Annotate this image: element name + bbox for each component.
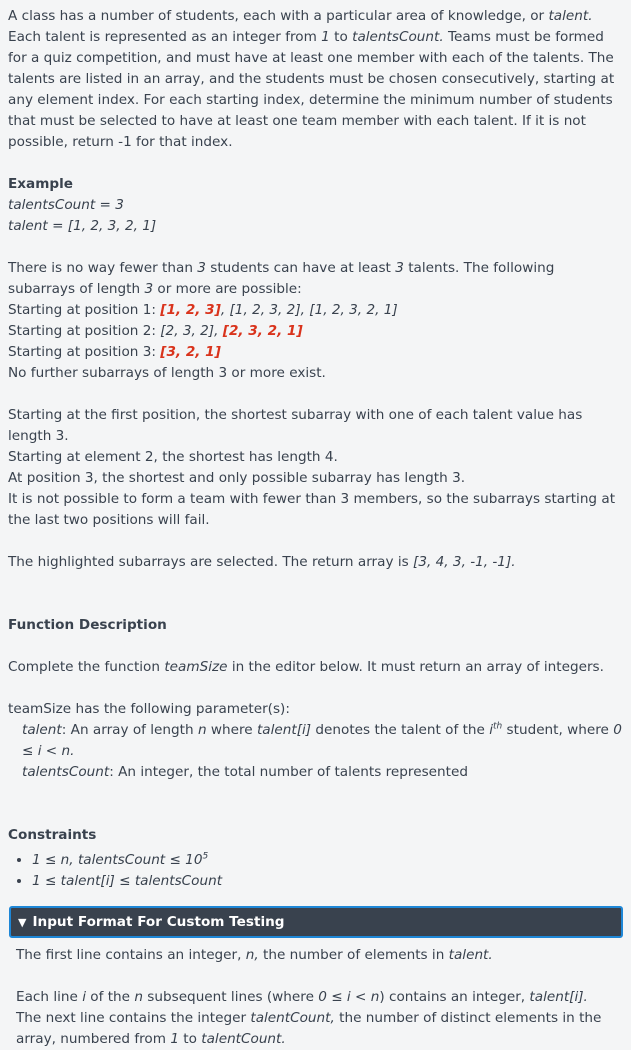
explanation-line-1: Starting at the first position, the shortest subarray with one of each talent value has length 3. (8, 407, 583, 444)
no-more-subarrays: No further subarrays of length 3 or more exist. (8, 365, 326, 381)
result-line: The highlighted subarrays are selected. The return array is [3, 4, 3, -1, -1]. (8, 554, 516, 570)
constraint-item: • 1 ≤ n, talentsCount ≤ $10^5$ (32, 850, 625, 871)
example-heading: Example (8, 176, 74, 192)
triangle-down-icon: ▼ (18, 915, 27, 929)
function-description-text: Complete the function teamSize in the editor below. It must return an array of integers. (8, 659, 604, 675)
explanation-line-3: At position 3, the shortest and only possible subarray has length 3. (8, 470, 466, 486)
parameter-talents-count: talentsCount: An integer, the total number of talents represented (22, 764, 468, 780)
example-talents-count: talentsCount = 3 (8, 197, 124, 213)
position-1-line: Starting at position 1: [1, 2, 3], [1, 2, 3, 2], [1, 2, 3, 2, 1] (8, 302, 398, 318)
constraint-item: • 1 ≤ talent[i] ≤ talentsCount (32, 871, 625, 892)
explanation-line-4: It is not possible to form a team with fewer than 3 members, so the subarrays starting at the last two positions will fail. (8, 491, 616, 528)
input-format-line-3: The next line contains the integer talentCount, the number of distinct elements in the array, numbered from 1 to talentCount. (16, 1010, 602, 1047)
highlighted-subarray: [2, 3, 2, 1] (222, 323, 303, 339)
example-talent-array: talent = [1, 2, 3, 2, 1] (8, 218, 157, 234)
intro-paragraph: A class has a number of students, each with a particular area of knowledge, or talent. Each talent is represented as an integer from 1 to talentsCount. Teams must be formed for a quiz competition, and must have at least one member with each of the talents. The talents are listed in an array, and the students must be chosen consecutively, starting at any element index. For each starting index, determine the minimum number of students that must be selected to have at least one team member with each talent. If it is not possible, return -1 for that index. (8, 8, 615, 150)
input-format-line-1: The first line contains an integer, n, the number of elements in talent. (16, 947, 493, 963)
constraints-heading: Constraints (8, 827, 97, 843)
constraints-list (8, 850, 625, 892)
highlighted-subarray: [1, 2, 3] (160, 302, 221, 318)
input-format-body (8, 938, 625, 1050)
explanation-paragraph: There is no way fewer than 3 students can have at least 3 talents. The following subarrays of length 3 or more are possible: (8, 260, 555, 297)
input-format-toggle[interactable] (9, 906, 623, 938)
highlighted-subarray: [3, 2, 1] (160, 344, 221, 360)
position-3-line: Starting at position 3: [3, 2, 1] (8, 344, 221, 360)
explanation-line-2: Starting at element 2, the shortest has length 4. (8, 449, 338, 465)
function-description-heading: Function Description (8, 617, 167, 633)
position-2-line: Starting at position 2: [2, 3, 2], [2, 3, 2, 1] (8, 323, 303, 339)
input-format-title: Input Format For Custom Testing (32, 913, 285, 930)
parameter-talent: talent: An array of length n where talent[i] denotes the talent of the $i^{th}$ student, where 0 ≤ i < n. (22, 721, 622, 759)
parameters-title: teamSize has the following parameter(s): (8, 701, 290, 717)
input-format-line-2: Each line i of the n subsequent lines (where 0 ≤ i < n) contains an integer, talent[i]. (16, 989, 588, 1005)
